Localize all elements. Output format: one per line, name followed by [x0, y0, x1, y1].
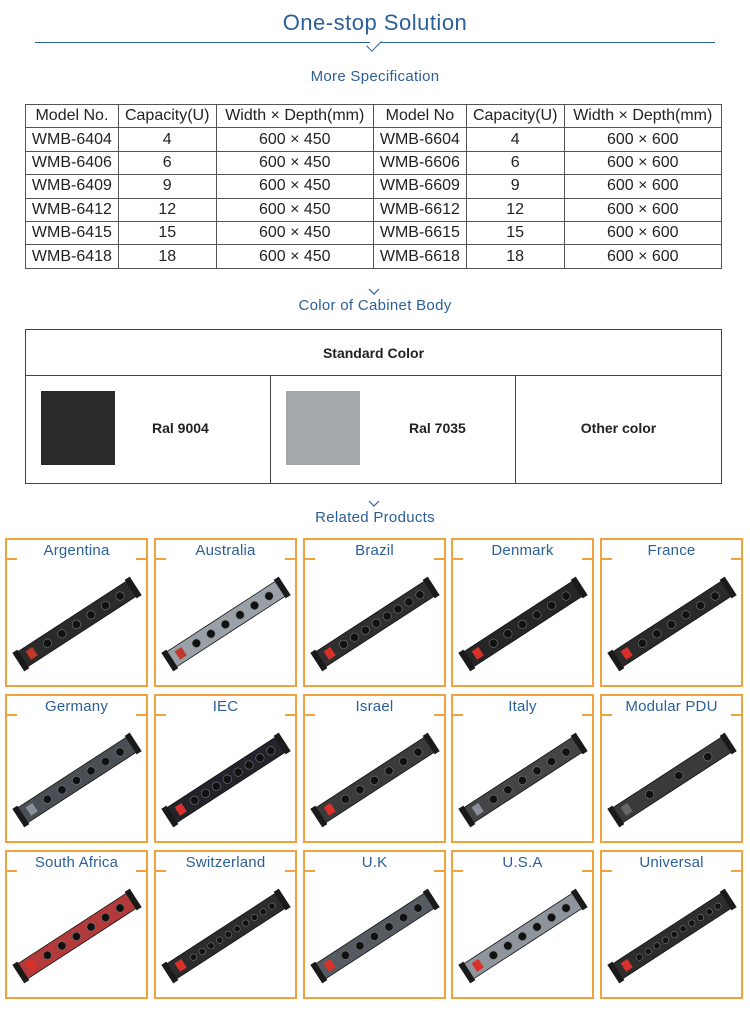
color-section-title: Color of Cabinet Body: [298, 297, 452, 314]
pdu-product-image: [160, 878, 291, 995]
pdu-product-image: [457, 566, 588, 683]
spec-header-cell: Width × Depth(mm): [216, 105, 373, 128]
product-name: Argentina: [43, 542, 110, 559]
spec-cell: WMB-6409: [26, 175, 119, 198]
spec-cell: 600 × 600: [564, 128, 721, 151]
spec-table: [25, 104, 722, 269]
spec-cell: 15: [466, 221, 564, 244]
pdu-product-image: [457, 722, 588, 839]
spec-section-title: More Specification: [310, 68, 440, 85]
spec-cell: 6: [466, 151, 564, 174]
pdu-product-image: [11, 878, 142, 995]
title-divider-notch: [366, 36, 382, 52]
color-label: Ral 7035: [409, 420, 466, 436]
related-section-title: Related Products: [315, 509, 435, 526]
product-name: Israel: [355, 698, 394, 715]
spec-cell: 12: [466, 198, 564, 221]
product-name: South Africa: [34, 854, 119, 871]
spec-cell: 600 × 600: [564, 175, 721, 198]
spec-cell: WMB-6412: [26, 198, 119, 221]
spec-header-cell: Capacity(U): [118, 105, 216, 128]
spec-cell: 6: [118, 151, 216, 174]
spec-table-row: [26, 175, 722, 198]
chevron-down-icon: [368, 500, 380, 506]
spec-cell: 600 × 600: [564, 221, 721, 244]
product-card-italy[interactable]: [451, 694, 594, 843]
product-name: Brazil: [355, 542, 394, 559]
product-card-universal[interactable]: [600, 850, 743, 999]
pdu-product-image: [309, 878, 440, 995]
spec-cell: 18: [118, 245, 216, 268]
spec-cell: WMB-6618: [373, 245, 466, 268]
spec-cell: 9: [118, 175, 216, 198]
product-card-france[interactable]: [600, 538, 743, 687]
spec-cell: WMB-6612: [373, 198, 466, 221]
spec-cell: 4: [466, 128, 564, 151]
spec-cell: 600 × 450: [216, 221, 373, 244]
product-name: Switzerland: [185, 854, 266, 871]
product-card-u-s-a[interactable]: [451, 850, 594, 999]
pdu-product-image: [606, 566, 737, 683]
spec-cell: 600 × 450: [216, 198, 373, 221]
product-card-iec[interactable]: [154, 694, 297, 843]
spec-cell: 600 × 600: [564, 151, 721, 174]
pdu-product-image: [11, 722, 142, 839]
spec-cell: WMB-6606: [373, 151, 466, 174]
product-name: Modular PDU: [625, 698, 718, 715]
color-option-ral-9004: [26, 376, 271, 483]
pdu-product-image: [160, 722, 291, 839]
spec-header-cell: Width × Depth(mm): [564, 105, 721, 128]
spec-table-header-row: [26, 105, 722, 128]
color-swatch: [41, 391, 115, 465]
product-name: IEC: [212, 698, 239, 715]
spec-table-row: [26, 198, 722, 221]
product-card-denmark[interactable]: [451, 538, 594, 687]
product-card-brazil[interactable]: [303, 538, 446, 687]
spec-cell: 12: [118, 198, 216, 221]
color-option-ral-7035: [271, 376, 516, 483]
spec-table-row: [26, 245, 722, 268]
spec-cell: 4: [118, 128, 216, 151]
color-option-other: [516, 376, 721, 483]
spec-header-cell: Model No: [373, 105, 466, 128]
pdu-product-image: [457, 878, 588, 995]
spec-cell: 18: [466, 245, 564, 268]
spec-table-row: [26, 151, 722, 174]
product-name: France: [647, 542, 696, 559]
product-name: Australia: [195, 542, 256, 559]
product-name: Germany: [44, 698, 109, 715]
pdu-product-image: [309, 722, 440, 839]
spec-cell: 600 × 600: [564, 198, 721, 221]
product-name: Italy: [508, 698, 537, 715]
spec-cell: 9: [466, 175, 564, 198]
spec-cell: 15: [118, 221, 216, 244]
page-title: One-stop Solution: [282, 10, 468, 35]
spec-cell: WMB-6609: [373, 175, 466, 198]
spec-cell: WMB-6604: [373, 128, 466, 151]
color-table: [25, 329, 722, 484]
product-card-australia[interactable]: [154, 538, 297, 687]
product-card-u-k[interactable]: [303, 850, 446, 999]
product-name: Denmark: [491, 542, 554, 559]
spec-cell: 600 × 450: [216, 175, 373, 198]
product-card-israel[interactable]: [303, 694, 446, 843]
pdu-product-image: [309, 566, 440, 683]
spec-cell: 600 × 450: [216, 245, 373, 268]
color-label: Other color: [580, 420, 657, 436]
chevron-down-icon: [368, 288, 380, 294]
pdu-product-image: [606, 722, 737, 839]
product-card-germany[interactable]: [5, 694, 148, 843]
product-card-south-africa[interactable]: [5, 850, 148, 999]
spec-cell: WMB-6404: [26, 128, 119, 151]
pdu-product-image: [160, 566, 291, 683]
product-name: U.K: [361, 854, 388, 871]
spec-table-row: [26, 221, 722, 244]
color-label: Ral 9004: [152, 420, 209, 436]
product-name: U.S.A: [502, 854, 543, 871]
pdu-product-image: [11, 566, 142, 683]
spec-cell: WMB-6406: [26, 151, 119, 174]
spec-cell: 600 × 600: [564, 245, 721, 268]
spec-header-cell: Model No.: [26, 105, 119, 128]
spec-cell: WMB-6615: [373, 221, 466, 244]
spec-cell: 600 × 450: [216, 151, 373, 174]
product-card-modular-pdu[interactable]: [600, 694, 743, 843]
spec-cell: 600 × 450: [216, 128, 373, 151]
spec-cell: WMB-6418: [26, 245, 119, 268]
spec-cell: WMB-6415: [26, 221, 119, 244]
pdu-product-image: [606, 878, 737, 995]
color-swatch: [286, 391, 360, 465]
product-card-switzerland[interactable]: [154, 850, 297, 999]
spec-table-row: [26, 128, 722, 151]
product-card-argentina[interactable]: [5, 538, 148, 687]
product-name: Universal: [639, 854, 704, 871]
color-table-header: Standard Color: [26, 330, 721, 376]
spec-header-cell: Capacity(U): [466, 105, 564, 128]
